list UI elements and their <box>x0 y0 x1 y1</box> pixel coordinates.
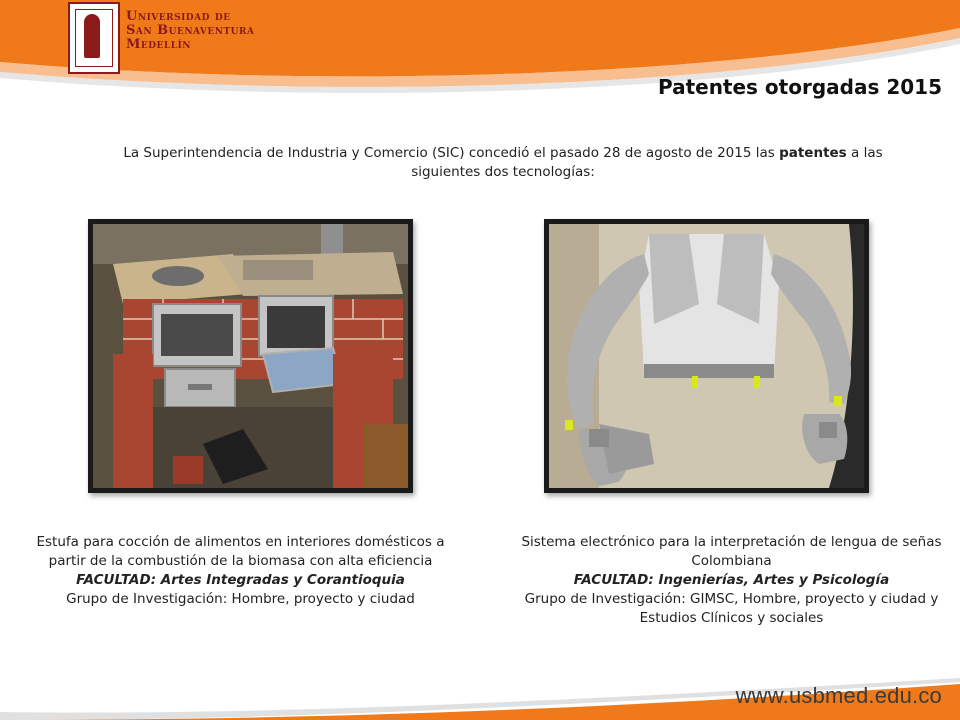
university-logo <box>68 2 120 74</box>
patent-caption-sign-language <box>519 533 944 628</box>
stove-photo <box>88 219 413 493</box>
logo-figure-icon <box>84 14 100 58</box>
intro-text-bold: patentes <box>779 145 847 161</box>
footer-website-link[interactable]: www.usbmed.edu.co <box>735 683 942 708</box>
patent-caption-stove <box>28 533 453 609</box>
patent-faculty: FACULTAD: Ingenierías, Artes y Psicología <box>573 572 890 588</box>
university-name-line-1: Universidad de <box>126 9 231 24</box>
intro-text-before: La Superintendencia de Industria y Comercio (SIC) concedió el pasado 28 de agosto de 2015 las <box>123 145 780 161</box>
university-name <box>126 10 254 52</box>
intro-paragraph <box>108 144 898 182</box>
university-name-line-3: Medellín <box>126 37 192 52</box>
intro-text-after: a las siguientes dos tecnologías: <box>411 145 883 180</box>
patent-faculty: FACULTAD: Artes Integradas y Corantioquia <box>76 572 405 588</box>
patent-research-group: Grupo de Investigación: Hombre, proyecto y ciudad <box>66 591 415 607</box>
sign-language-suit-photo <box>544 219 869 493</box>
university-name-line-2: San Buenaventura <box>126 23 255 38</box>
slide-title: Patentes otorgadas 2015 <box>657 75 942 99</box>
suit-illustration <box>549 224 864 488</box>
patent-description: Estufa para cocción de alimentos en interiores domésticos a partir de la combustión de la biomasa con alta eficiencia <box>36 534 445 569</box>
stove-illustration <box>93 224 408 488</box>
patent-description: Sistema electrónico para la interpretación de lengua de señas Colombiana <box>521 534 942 569</box>
patent-research-group: Grupo de Investigación: GIMSC, Hombre, proyecto y ciudad y Estudios Clínicos y sociales <box>524 591 939 626</box>
